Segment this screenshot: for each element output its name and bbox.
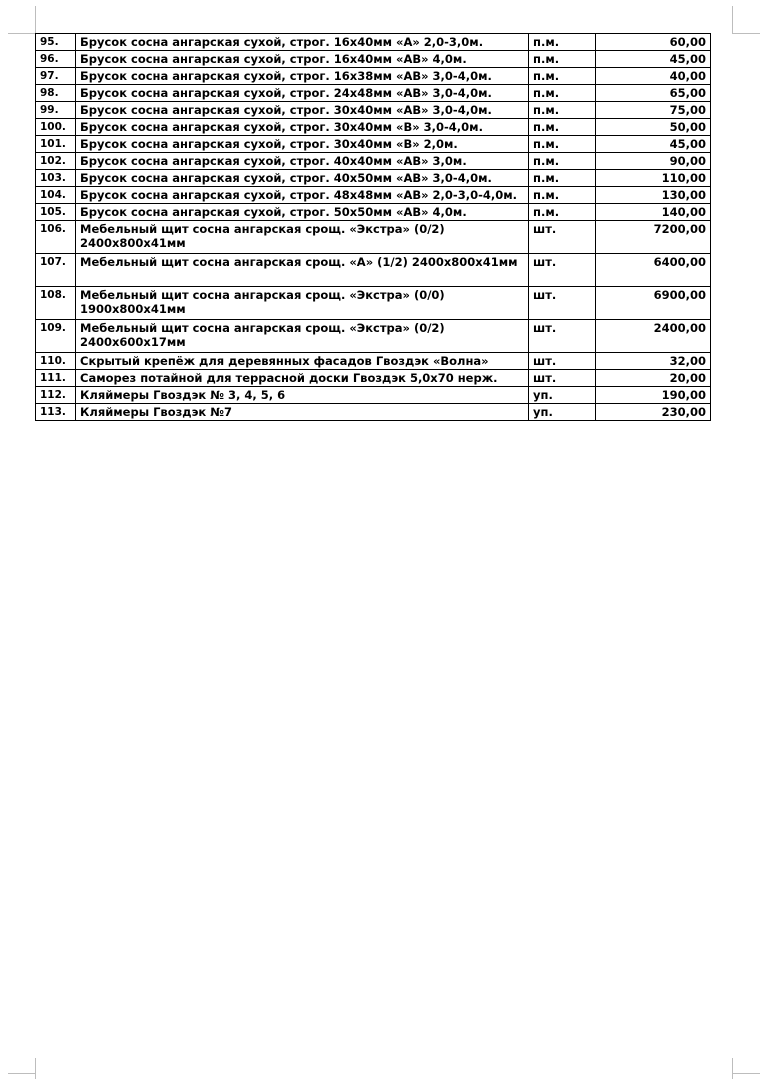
row-number: 99. xyxy=(36,102,76,119)
price: 40,00 xyxy=(596,68,711,85)
unit: шт. xyxy=(529,254,596,287)
product-name: Брусок сосна ангарская сухой, строг. 48х48мм «АВ» 2,0-3,0-4,0м. xyxy=(76,187,529,204)
price: 230,00 xyxy=(596,404,711,421)
unit: п.м. xyxy=(529,170,596,187)
product-name: Брусок сосна ангарская сухой, строг. 16х40мм «АВ» 4,0м. xyxy=(76,51,529,68)
row-number: 95. xyxy=(36,34,76,51)
table-row xyxy=(36,320,711,353)
row-number: 103. xyxy=(36,170,76,187)
unit: шт. xyxy=(529,353,596,370)
table-row xyxy=(36,353,711,370)
unit: шт. xyxy=(529,287,596,320)
crop-mark-bottom-right xyxy=(732,1073,760,1074)
table-row xyxy=(36,221,711,254)
table-row xyxy=(36,187,711,204)
crop-mark-bottom-left xyxy=(8,1073,36,1074)
table-row xyxy=(36,119,711,136)
price: 130,00 xyxy=(596,187,711,204)
row-number: 112. xyxy=(36,387,76,404)
unit: п.м. xyxy=(529,187,596,204)
price: 7200,00 xyxy=(596,221,711,254)
product-name: Кляймеры Гвоздэк №7 xyxy=(76,404,529,421)
price-table xyxy=(35,33,711,421)
row-number: 113. xyxy=(36,404,76,421)
row-number: 106. xyxy=(36,221,76,254)
price-table-body xyxy=(36,34,711,421)
unit: уп. xyxy=(529,404,596,421)
unit: п.м. xyxy=(529,51,596,68)
table-row xyxy=(36,204,711,221)
unit: шт. xyxy=(529,320,596,353)
unit: п.м. xyxy=(529,119,596,136)
crop-mark-bottom-right xyxy=(732,1058,733,1079)
product-name: Брусок сосна ангарская сухой, строг. 50х50мм «АВ» 4,0м. xyxy=(76,204,529,221)
unit: п.м. xyxy=(529,85,596,102)
price: 6900,00 xyxy=(596,287,711,320)
unit: уп. xyxy=(529,387,596,404)
product-name: Брусок сосна ангарская сухой, строг. 30х40мм «В» 3,0-4,0м. xyxy=(76,119,529,136)
price: 110,00 xyxy=(596,170,711,187)
product-name: Скрытый крепёж для деревянных фасадов Гвоздэк «Волна» xyxy=(76,353,529,370)
unit: п.м. xyxy=(529,136,596,153)
price: 20,00 xyxy=(596,370,711,387)
unit: п.м. xyxy=(529,68,596,85)
crop-mark-bottom-left xyxy=(35,1058,36,1079)
unit: шт. xyxy=(529,221,596,254)
table-row xyxy=(36,387,711,404)
product-name: Мебельный щит сосна ангарская срощ. «Экстра» (0/0) 1900х800х41мм xyxy=(76,287,529,320)
table-row xyxy=(36,153,711,170)
price: 60,00 xyxy=(596,34,711,51)
row-number: 104. xyxy=(36,187,76,204)
price: 75,00 xyxy=(596,102,711,119)
table-row xyxy=(36,287,711,320)
product-name: Саморез потайной для террасной доски Гвоздэк 5,0х70 нерж. xyxy=(76,370,529,387)
price: 140,00 xyxy=(596,204,711,221)
unit: п.м. xyxy=(529,204,596,221)
table-row xyxy=(36,51,711,68)
table-row xyxy=(36,85,711,102)
row-number: 107. xyxy=(36,254,76,287)
table-row xyxy=(36,136,711,153)
table-row xyxy=(36,34,711,51)
table-row xyxy=(36,404,711,421)
row-number: 110. xyxy=(36,353,76,370)
row-number: 111. xyxy=(36,370,76,387)
product-name: Брусок сосна ангарская сухой, строг. 40х40мм «АВ» 3,0м. xyxy=(76,153,529,170)
product-name: Брусок сосна ангарская сухой, строг. 40х50мм «АВ» 3,0-4,0м. xyxy=(76,170,529,187)
row-number: 108. xyxy=(36,287,76,320)
table-row xyxy=(36,370,711,387)
table-row xyxy=(36,102,711,119)
product-name: Мебельный щит сосна ангарская срощ. «А» (1/2) 2400х800х41мм xyxy=(76,254,529,287)
product-name: Брусок сосна ангарская сухой, строг. 30х40мм «В» 2,0м. xyxy=(76,136,529,153)
row-number: 100. xyxy=(36,119,76,136)
unit: п.м. xyxy=(529,34,596,51)
price: 6400,00 xyxy=(596,254,711,287)
unit: шт. xyxy=(529,370,596,387)
table-row xyxy=(36,254,711,287)
product-name: Брусок сосна ангарская сухой, строг. 24х48мм «АВ» 3,0-4,0м. xyxy=(76,85,529,102)
table-row xyxy=(36,68,711,85)
row-number: 98. xyxy=(36,85,76,102)
crop-mark-top-right xyxy=(732,6,733,34)
price: 65,00 xyxy=(596,85,711,102)
product-name: Мебельный щит сосна ангарская срощ. «Экстра» (0/2) 2400х800х41мм xyxy=(76,221,529,254)
product-name: Брусок сосна ангарская сухой, строг. 16х38мм «АВ» 3,0-4,0м. xyxy=(76,68,529,85)
price: 45,00 xyxy=(596,51,711,68)
price: 45,00 xyxy=(596,136,711,153)
row-number: 109. xyxy=(36,320,76,353)
product-name: Мебельный щит сосна ангарская срощ. «Экстра» (0/2) 2400х600х17мм xyxy=(76,320,529,353)
row-number: 105. xyxy=(36,204,76,221)
price: 50,00 xyxy=(596,119,711,136)
crop-mark-top-left xyxy=(8,33,36,34)
price: 32,00 xyxy=(596,353,711,370)
price: 2400,00 xyxy=(596,320,711,353)
row-number: 96. xyxy=(36,51,76,68)
product-name: Кляймеры Гвоздэк № 3, 4, 5, 6 xyxy=(76,387,529,404)
unit: п.м. xyxy=(529,102,596,119)
row-number: 102. xyxy=(36,153,76,170)
price: 90,00 xyxy=(596,153,711,170)
crop-mark-top-right xyxy=(732,33,760,34)
unit: п.м. xyxy=(529,153,596,170)
crop-mark-top-left xyxy=(35,6,36,34)
table-row xyxy=(36,170,711,187)
product-name: Брусок сосна ангарская сухой, строг. 30х40мм «АВ» 3,0-4,0м. xyxy=(76,102,529,119)
row-number: 97. xyxy=(36,68,76,85)
price: 190,00 xyxy=(596,387,711,404)
product-name: Брусок сосна ангарская сухой, строг. 16х40мм «А» 2,0-3,0м. xyxy=(76,34,529,51)
row-number: 101. xyxy=(36,136,76,153)
